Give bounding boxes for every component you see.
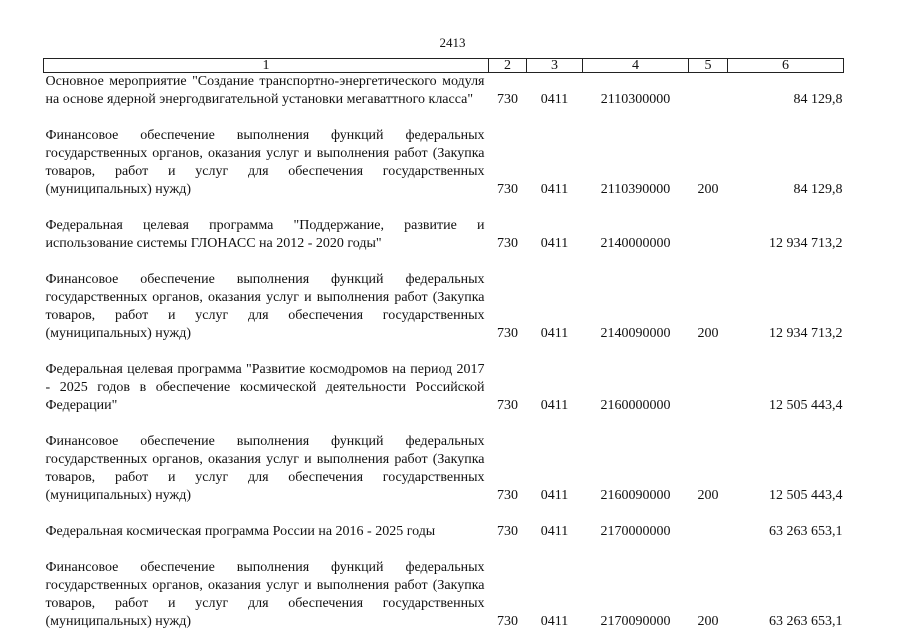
row-col-5: 200 [697,614,719,629]
row-col-4: 2110390000 [600,182,671,197]
row-col-2: 730 [497,614,518,629]
row-amount: 84 129,8 [793,182,843,197]
row-col-3: 0411 [540,326,569,341]
row-col-4: 2160090000 [600,488,671,503]
table-body [44,73,844,632]
row-col-4: 2140090000 [600,326,671,341]
row-col-5 [689,73,728,110]
row-col-4: 2110300000 [600,92,671,107]
header-col-3: 3 [527,59,583,73]
table-row [44,415,844,505]
row-description: Финансовое обеспечение выполнения функций федеральных государственных органов, оказания услуг и выполнения работ (Закупка товаров, работ и услуг для обеспечения государственных (муниципальных) нужд) [45,434,485,503]
table-row [44,253,844,343]
header-col-4: 4 [583,59,689,73]
row-col-3: 0411 [540,398,569,413]
row-col-5 [689,343,728,415]
row-description: Основное мероприятие "Создание транспортно-энергетического модуля на основе ядерной энергодвигательной установки мегаваттного класса" [45,74,485,107]
row-col-5 [689,199,728,253]
row-amount: 12 934 713,2 [769,236,843,251]
row-col-5: 200 [697,182,719,197]
row-amount: 84 129,8 [793,92,843,107]
table-row [44,199,844,253]
row-col-2: 730 [497,326,518,341]
budget-table [43,58,844,631]
row-description: Федеральная целевая программа "Развитие космодромов на период 2017 - 2025 годов в обеспечение космической деятельности Российской Федерации" [45,362,485,413]
table-row [44,109,844,199]
row-amount: 63 263 653,1 [769,524,843,539]
row-col-5: 200 [697,488,719,503]
row-col-2: 730 [497,398,518,413]
header-row [44,59,844,73]
row-col-2: 730 [497,488,518,503]
row-col-3: 0411 [540,488,569,503]
row-col-5 [689,505,728,541]
row-col-4: 2170000000 [600,524,671,539]
row-col-3: 0411 [540,236,569,251]
row-col-3: 0411 [540,92,569,107]
row-col-4: 2140000000 [600,236,671,251]
table-row [44,541,844,631]
header-col-6: 6 [728,59,844,73]
row-col-4: 2160000000 [600,398,671,413]
row-amount: 12 934 713,2 [769,326,843,341]
table-row [44,73,844,110]
row-col-2: 730 [497,524,518,539]
row-description: Федеральная целевая программа "Поддержание, развитие и использование системы ГЛОНАСС на 2012 - 2020 годы" [45,218,485,251]
row-description: Финансовое обеспечение выполнения функций федеральных государственных органов, оказания услуг и выполнения работ (Закупка товаров, работ и услуг для обеспечения государственных (муниципальных) нужд) [45,560,485,629]
header-col-2: 2 [489,59,527,73]
page-number: 2413 [439,35,466,50]
row-col-3: 0411 [540,614,569,629]
table-header [44,59,844,73]
row-col-3: 0411 [540,524,569,539]
row-col-3: 0411 [540,182,569,197]
row-col-2: 730 [497,236,518,251]
table-row [44,343,844,415]
header-col-1: 1 [44,59,489,73]
row-amount: 63 263 653,1 [769,614,843,629]
row-description: Финансовое обеспечение выполнения функций федеральных государственных органов, оказания услуг и выполнения работ (Закупка товаров, работ и услуг для обеспечения государственных (муниципальных) нужд) [45,128,485,197]
row-amount: 12 505 443,4 [769,398,843,413]
row-description: Финансовое обеспечение выполнения функций федеральных государственных органов, оказания услуг и выполнения работ (Закупка товаров, работ и услуг для обеспечения государственных (муниципальных) нужд) [45,272,485,341]
row-col-2: 730 [497,92,518,107]
header-col-5: 5 [689,59,728,73]
row-col-5: 200 [697,326,719,341]
row-col-4: 2170090000 [600,614,671,629]
row-col-2: 730 [497,182,518,197]
table-row [44,505,844,541]
row-description: Федеральная космическая программа России на 2016 - 2025 годы [45,524,436,539]
row-amount: 12 505 443,4 [769,488,843,503]
